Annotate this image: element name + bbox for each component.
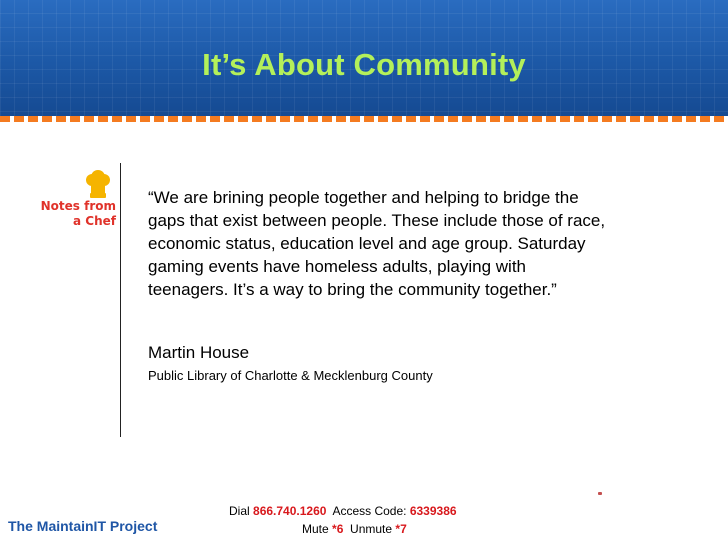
mute-code: *6 xyxy=(332,522,344,536)
dial-label: Dial xyxy=(229,504,250,518)
dial-info xyxy=(229,504,457,518)
decorative-mark xyxy=(598,492,602,495)
speaker-organization: Public Library of Charlotte & Mecklenburg County xyxy=(148,368,433,383)
vertical-divider xyxy=(120,163,121,437)
notes-badge-line2: a Chef xyxy=(73,214,116,228)
title-banner xyxy=(0,0,728,116)
accent-stripe xyxy=(0,116,728,122)
access-code: 6339386 xyxy=(409,504,457,518)
mute-label: Mute xyxy=(302,522,329,536)
mute-info xyxy=(302,522,407,536)
footer-brand: The MaintainIT Project xyxy=(8,518,158,534)
speaker-name: Martin House xyxy=(148,343,250,362)
access-code-label: Access Code: xyxy=(332,504,407,518)
dial-number: 866.740.1260 xyxy=(253,504,327,518)
notes-from-a-chef-badge xyxy=(36,199,116,229)
unmute-label: Unmute xyxy=(350,522,393,536)
notes-badge-line1: Notes from xyxy=(40,199,116,213)
chef-hat-icon xyxy=(85,170,111,200)
slide-title: It’s About Community xyxy=(202,47,526,82)
unmute-code: *7 xyxy=(395,522,407,536)
quote-text: “We are brining people together and helping to bridge the gaps that exist between people. These include those of race, economic status, education level and age group. Saturday gaming events have homeless adults, playing with teenagers. It’s a way to bring the community together.” xyxy=(148,188,606,299)
